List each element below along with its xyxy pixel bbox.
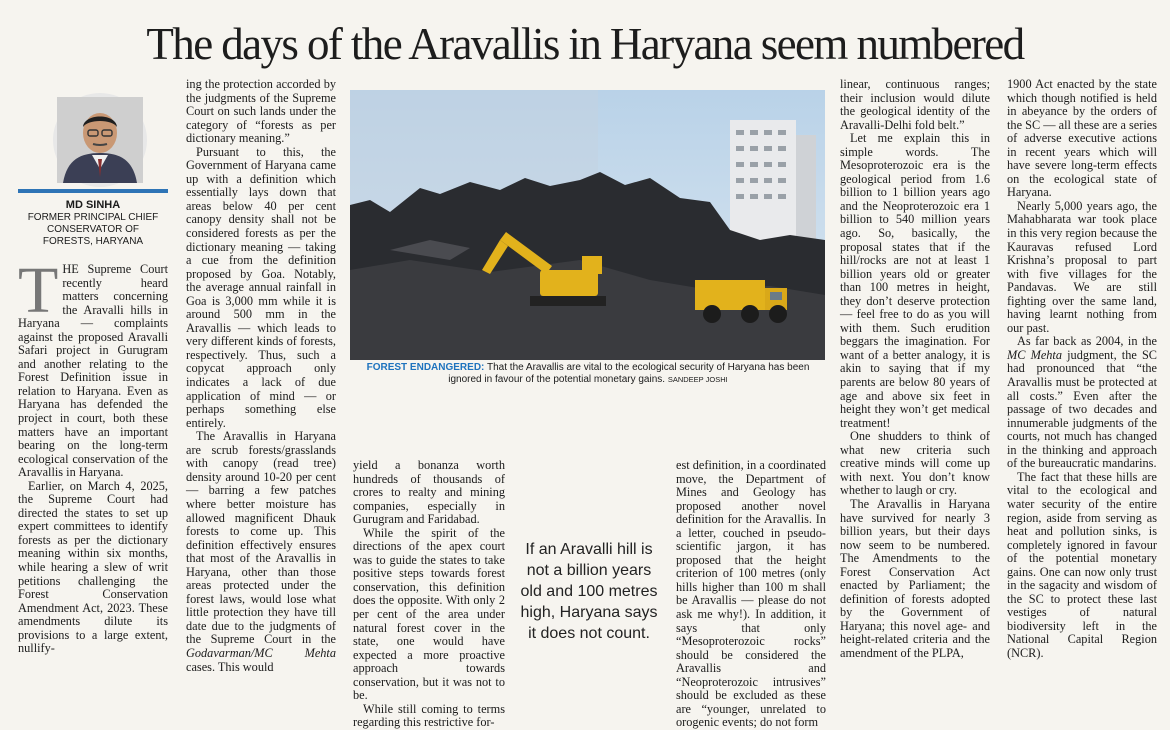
photo-credit: SANDEEP JOSHI	[667, 375, 728, 384]
paragraph	[186, 430, 336, 674]
column-6	[1007, 78, 1157, 695]
paragraph: Nearly 5,000 years ago, the Mahabharata war took place in this very region because the Kauravas refused Lord Krishna’s proposal to part with five villages for the Pandavas. We are still fighting over the same land, having learnt nothing from our past.	[1007, 198, 1157, 335]
column-3	[353, 458, 505, 730]
paragraph: Pursuant to this, the Government of Haryana came up with a definition which essentially lays down that areas below 40 per cent canopy density shall not be considered forests as per the dictionary meaning — taking a cue from the definition proposed by Goa. Notably, the average annual rainfall in Goa is 3,000 mm while it is around 500 mm in the Aravallis — which leads to very different kinds of forests, respectively. Thus, such a copycat approach only indicates a lack of due application of mind — or perhaps something else entirely.	[186, 144, 336, 430]
author-title-line: FORMER PRINCIPAL CHIEF	[27, 212, 159, 223]
column-2	[186, 78, 336, 695]
paragraph: 1900 Act enacted by the state which though notified is held in abeyance by the orders of the SC — all these are a series of adverse executive actions in recent years which will have severe long-term effects on the ecological state of Haryana.	[1007, 77, 1157, 200]
paragraph: Let me explain this in simple words. The Mesoproterozoic era is the geological period from 1.6 billion to 1 billion years ago and the Neoproterozoic era 1 billion to 540 million years ago. So, basically, the proposal states that if the hill/rocks are not at least 1 billion years old or greater than 100 metres in height, they don’t deserve protection — feel free to do as you will with them. Such erudition beggars the imagination. For want of a better analogy, it is akin to saying that if my parents are below 80 years of age and above six feet in height they won’t get medical treatment!	[840, 131, 990, 430]
case-name: MC Mehta	[1007, 347, 1062, 362]
paragraph: ing the protection accorded by the judgments of the Supreme Court on such lands under the category of “forests as per dictionary meaning.”	[186, 77, 336, 146]
paragraph: The Aravallis in Haryana have survived for nearly 3 billion years, but their days now seem to be numbered. The Amendments to the Forest Conservation Act enacted by Parliament; the definition of forests adopted by the Government of Haryana; this novel age- and height-related criteria and the amendment of the PLPA,	[840, 496, 990, 660]
text-run: As far back as 2004, in the	[1017, 334, 1157, 349]
headline: The days of the Aravallis in Haryana seem numbered	[146, 19, 1024, 69]
photo-mining-site	[350, 90, 825, 360]
author-title-line: FORESTS, HARYANA	[42, 236, 144, 247]
paragraph: est definition, in a coordinated move, the Department of Mines and Geology has proposed another novel definition for the Aravallis. In a letter, couched in pseudo-scientific jargon, it has proposed that the height criterion of 100 metres (only hills higher than 100 m shall be Aravallis — please do not ask me why!). In addition, it says that only “Mesoproterozoic rocks” should be considered the Aravallis and “Neoproterozoic intrusives” should be excluded as these are “younger, unrelated to orogenic events; do not form	[676, 458, 826, 730]
text-run: cases. This would	[186, 659, 274, 674]
author-rule	[18, 189, 168, 193]
caption-text: That the Aravallis are vital to the ecological security of Haryana has been ignored in favour of the potential monetary gains.	[448, 362, 810, 385]
paragraph: linear, continuous ranges; their inclusion would dilute the geological identity of the Aravalli-Delhi fold belt.”	[840, 77, 990, 132]
author-title	[18, 212, 168, 248]
author-avatar	[53, 93, 147, 187]
pull-quote: If an Aravalli hill is not a billion years old and 100 metres high, Haryana says it does not count.	[520, 541, 658, 642]
column-5	[840, 78, 990, 695]
paragraph: While still coming to terms regarding this restrictive for-	[353, 701, 505, 730]
paragraph: yield a bonanza worth hundreds of thousands of crores to realty and mining companies, especially in Gurugram and Faridabad.	[353, 458, 505, 527]
drop-cap: T	[18, 254, 59, 327]
case-name: Godavarman/MC Mehta	[186, 645, 336, 660]
text-run: The Aravallis in Haryana are scrub forests/grasslands with canopy (read tree) density around 10-20 per cent — barring a few patches where better moisture has allowed magnificent Dhauk forests to come up. This definition effectively ensures that most of the Aravallis in Haryana, other than those areas protected under the forest laws, would lose what little protection they have till date due to the judgments of the Supreme Court in the	[186, 429, 336, 647]
mining-photo-icon	[350, 90, 825, 360]
author-title-line: CONSERVATOR OF	[46, 224, 140, 235]
paragraph: HE Supreme Court recently heard matters concerning the Aravalli hills in Haryana — complaints against the proposed Aravalli Safari project in Gurugram and another relating to the Forest Definition issue in relation to Haryana. Even as Haryana has defended the project in court, both these matters have an important bearing on the long-term ecological conservation of the Aravallis in Haryana.	[18, 262, 168, 480]
paragraph: One shudders to think of what new criteria such creative minds will come up with next. You don’t know whether to laugh or cry.	[840, 429, 990, 498]
paragraph	[1007, 335, 1157, 470]
paragraph: Earlier, on March 4, 2025, the Supreme Court had directed the states to set up expert committees to identify forests as per the dictionary meaning within six months, while hearing a slew of writ petitions challenging the Forest Conservation Amendment Act, 2023. These amendments dilute its provisions to a large extent, nullify-	[18, 478, 168, 656]
paragraph: While the spirit of the directions of the apex court was to guide the states to take positive steps towards forest conservation, this definition does the opposite. With only 2 per cent of the area under natural forest cover in the state, one would have expected a more proactive approach towards conservation, but it was not to be.	[353, 525, 505, 703]
photo-caption	[358, 362, 818, 386]
author-name: MD SINHA	[65, 199, 121, 211]
column-4	[676, 458, 826, 730]
author-portrait-icon	[57, 97, 143, 183]
column-1	[18, 254, 168, 695]
text-run: judgment, the SC had pronounced that “the Aravallis must be protected at all costs.” Even after the passage of two decades and innumerable judgments of the courts, not much has changed in the thinking and approach of the bureaucratic mandarins.	[1007, 347, 1157, 471]
paragraph: The fact that these hills are vital to the ecological and water security of the entire region, aside from serving as heat and pollution sinks, is completely ignored in favour of the potential monetary gains. One can now only trust in the sagacity and wisdom of the SC to protect these last vestiges of natural biodiversity left in the National Capital Region (NCR).	[1007, 469, 1157, 660]
caption-label: FOREST ENDANGERED:	[366, 362, 485, 373]
